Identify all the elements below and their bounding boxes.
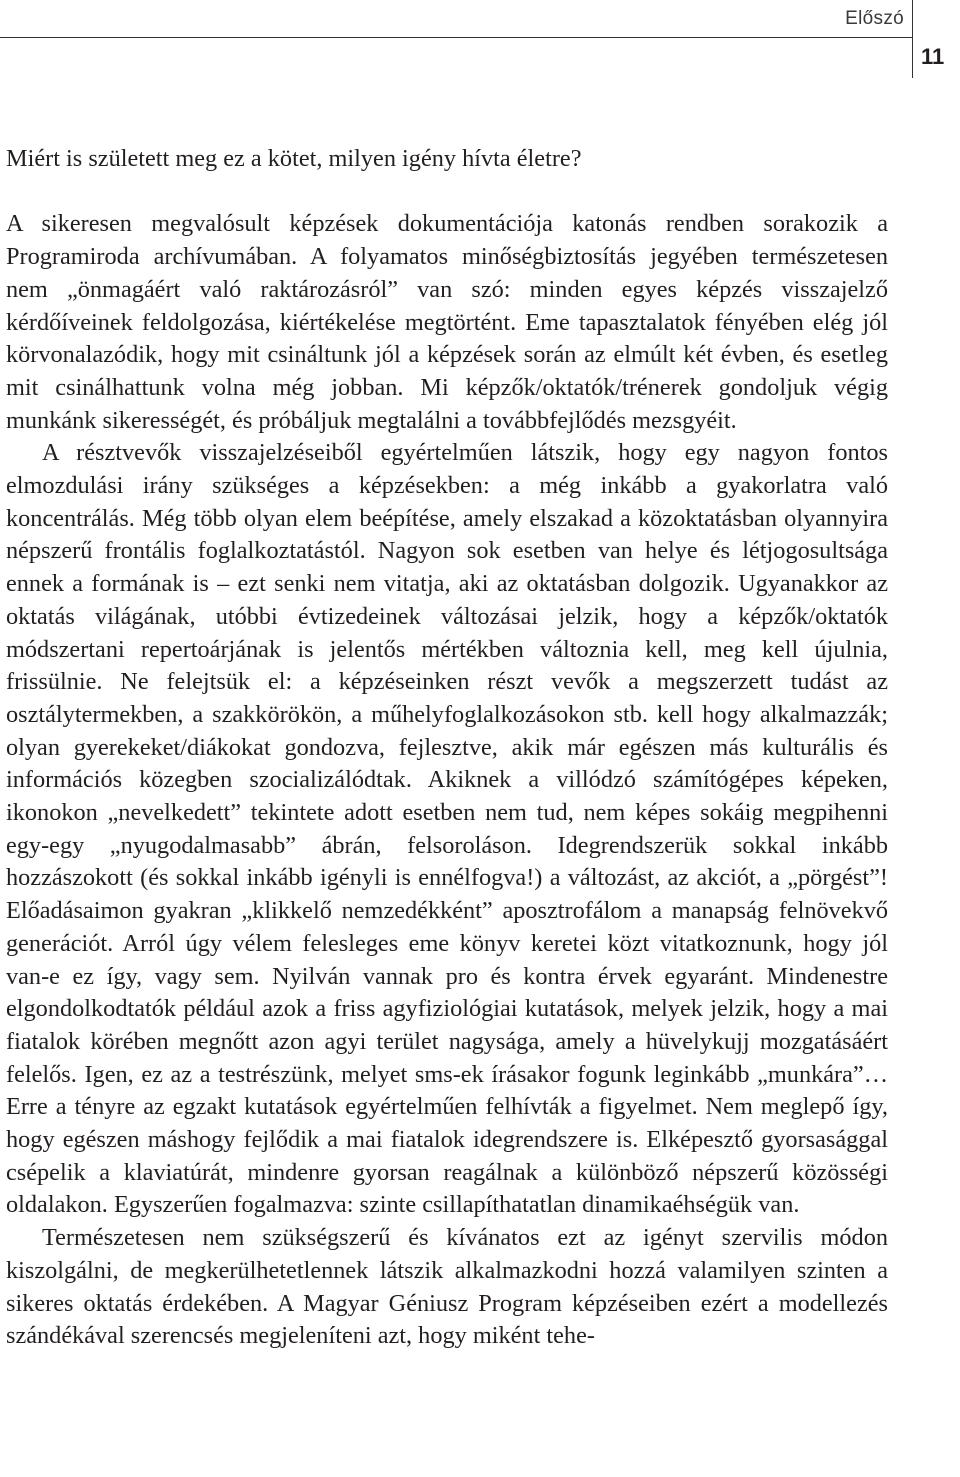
section-title: Előszó [845, 8, 904, 29]
running-head [0, 0, 960, 80]
header-vertical-rule [912, 0, 913, 78]
page-number: 11 [921, 44, 945, 69]
paragraph-3: Természetesen nem szükségszerű és kívánatos ezt az igényt szervilis módon kiszolgálni, de megkerülhetetlennek látszik alkalmazkodni hozzá valamilyen szinten a sikeres oktatás érdekében. A Magyar Géniusz Program képzéseiben ezért a modellezés szándékával szerencsés megjeleníteni azt, hogy miként tehe- [6, 1224, 888, 1350]
paragraph-2: A résztvevők visszajelzéseiből egyértelműen látszik, hogy egy nagyon fontos elmozdulási irány szükséges a képzésekben: a még inkább a gyakorlatra való koncentrálás. Még több olyan elem beépítése, amely elszakad a közoktatásban olyannyira népszerű frontális foglalkoztatástól. Nagyon sok esetben van helye és létjogosultsága ennek a formának is – ezt senki nem vitatja, aki az oktatásban dolgozik. Ugyanakkor az oktatás világának, utóbbi évtizedeinek változásai jelzik, hogy a képzők/oktatók módszertani repertoárjának is jelentős mértékben változnia kell, meg kell újulnia, frissülnie. Ne felejtsük el: a képzéseinken részt vevők a megszerzett tudást az osztálytermekben, a szakkörökön, a műhelyfoglalkozásokon stb. kell hogy alkalmazzák; olyan gyerekeket/diákokat gondozva, fejlesztve, akik már egészen más kulturális és információs közegben szocializálódtak. Akiknek a villódzó számítógépes képeken, ikonokon „nevelkedett” tekintete adott esetben nem tud, nem képes sokáig megpihenni egy-egy „nyugodalmasabb” ábrán, felsoroláson. Idegrendszerük sokkal inkább hozzászokott (és sokkal inkább igényli is ennélfogva!) a változást, az akciót, a „pörgést”! Előadásaimon gyakran „klikkelő nemzedékként” aposztrofálom a manapság felnövekvő generációt. Arról úgy vélem felesleges eme könyv keretei közt vitatkoznunk, hogy jól van-e ez így, vagy sem. Nyilván vannak pro és kontra érvek egyaránt. Mindenestre elgondolkodtatók például azok a friss agyfiziológiai kutatások, melyek jelzik, hogy a mai fiatalok körében megnőtt azon agyi terület nagysága, amely a hüvelykujj mozgatásáért felelős. Igen, ez az a testrészünk, melyet sms-ek írásakor fogunk leginkább „munkára”… Erre a tényre az egzakt kutatások egyértelműen felhívták a figyelmet. Nem meglepő így, hogy egészen máshogy fejlődik a mai fiatalok idegrendszere is. Elképesztő gyorsasággal csépelik a klaviatúrát, mindenre gyorsan reagálnak a különböző népszerű közösségi oldalakon. Egyszerűen fogalmazva: szinte csillapíthatatlan dinamikaéhségük van. [6, 439, 888, 1219]
opening-question: Miért is született meg ez a kötet, milyen igény hívta életre? [6, 145, 582, 172]
header-rule [0, 37, 912, 38]
body-text [6, 143, 888, 1353]
paragraph-1: A sikeresen megvalósult képzések dokumentációja katonás rendben sorakozik a Programiroda archívumában. A folyamatos minőségbiztosítás jegyében természetesen nem „önmagáért való raktározásról” van szó: minden egyes képzés visszajelző kérdőíveinek feldolgozása, kiértékelése megtörtént. Eme tapasztalatok fényében elég jól körvonalazódik, hogy mit csináltunk jól a képzések során az elmúlt két évben, és esetleg mit csinálhattunk volna még jobban. Mi képzők/oktatók/trénerek gondoljuk végig munkánk sikerességét, és próbáljuk megtalálni a továbbfejlődés mezsgyéit. [6, 210, 888, 434]
